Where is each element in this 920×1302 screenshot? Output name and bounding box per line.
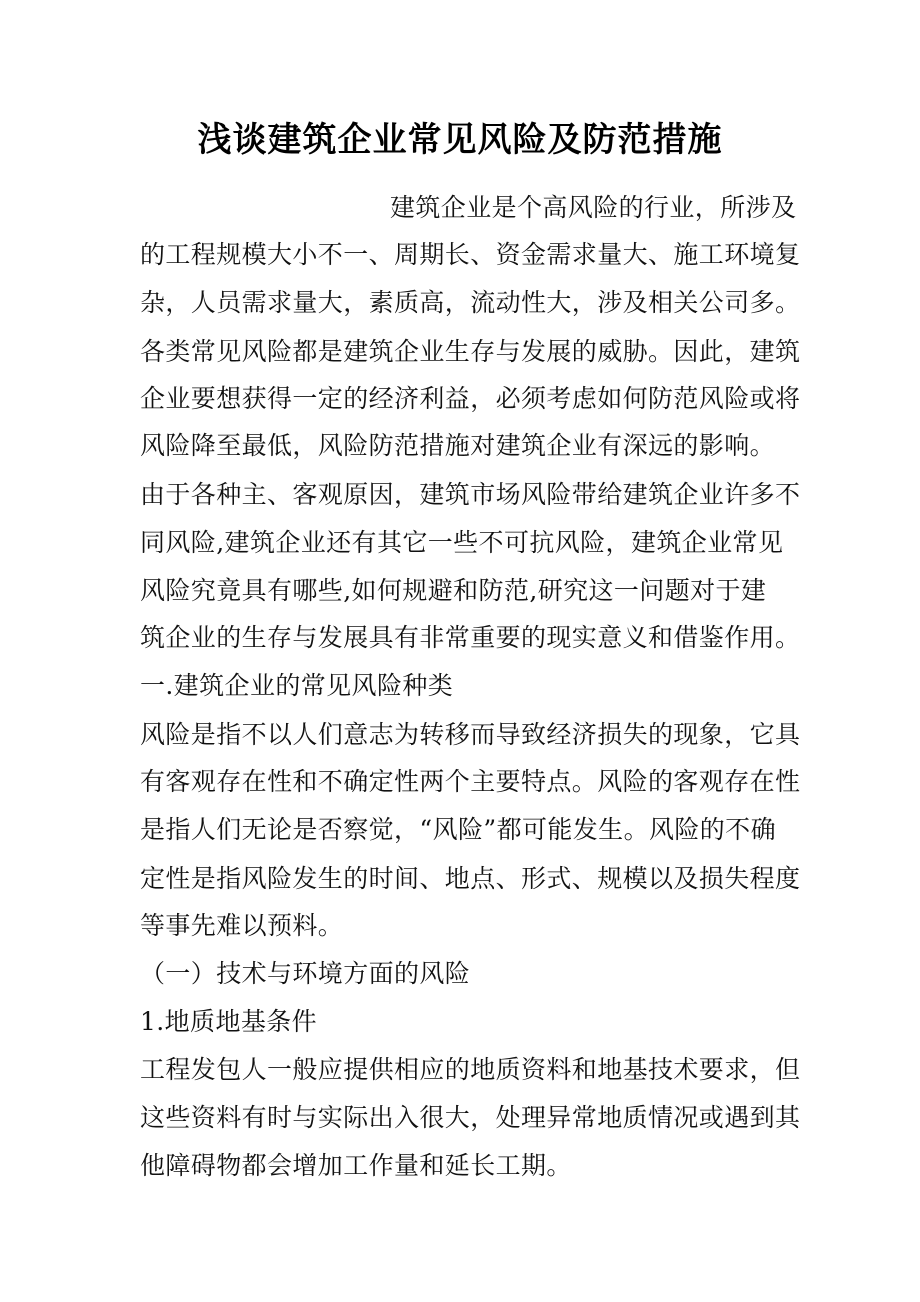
paragraph-line: 筑企业的生存与发展具有非常重要的现实意义和借鉴作用。 bbox=[140, 623, 801, 652]
paragraph-line: 是指人们无论是否察觉，“风险”都可能发生。风险的不确 bbox=[140, 815, 776, 844]
paragraph-line: 建筑企业是个高风险的行业，所涉及 bbox=[390, 193, 797, 222]
paragraph-line: 他障碍物都会增加工作量和延长工期。 bbox=[140, 1151, 572, 1180]
paragraph-line: 同风险,建筑企业还有其它一些不可抗风险，建筑企业常见 bbox=[140, 528, 784, 557]
paragraph-line: 各类常见风险都是建筑企业生存与发展的威胁。因此，建筑 bbox=[140, 337, 801, 366]
section-heading: 一.建筑企业的常见风险种类 bbox=[140, 671, 454, 700]
paragraph-line: 风险究竟具有哪些,如何规避和防范,研究这一问题对于建 bbox=[140, 576, 767, 605]
paragraph-line: 定性是指风险发生的时间、地点、形式、规模以及损失程度 bbox=[140, 864, 801, 893]
paragraph-line: 这些资料有时与实际出入很大，处理异常地质情况或遇到其 bbox=[140, 1103, 801, 1132]
paragraph-line: 的工程规模大小不一、周期长、资金需求量大、施工环境复 bbox=[140, 240, 801, 269]
subsection-heading: （一）技术与环境方面的风险 bbox=[140, 959, 471, 988]
paragraph-line: 风险降至最低，风险防范措施对建筑企业有深远的影响。 bbox=[140, 431, 776, 460]
paragraph-line: 有客观存在性和不确定性两个主要特点。风险的客观存在性 bbox=[140, 767, 801, 796]
paragraph-line: 等事先难以预料。 bbox=[140, 911, 344, 940]
paragraph-line: 由于各种主、客观原因，建筑市场风险带给建筑企业许多不 bbox=[140, 480, 801, 509]
paragraph-line: 杂，人员需求量大，素质高，流动性大，涉及相关公司多。 bbox=[140, 288, 801, 317]
paragraph-line: 风险是指不以人们意志为转移而导致经济损失的现象，它具 bbox=[140, 720, 801, 749]
paragraph-line: 企业要想获得一定的经济利益，必须考虑如何防范风险或将 bbox=[140, 384, 801, 413]
document-title: 浅谈建筑企业常见风险及防范措施 bbox=[197, 120, 723, 160]
paragraph-line: 工程发包人一般应提供相应的地质资料和地基技术要求，但 bbox=[140, 1055, 801, 1084]
subsection-heading: 1.地质地基条件 bbox=[140, 1007, 318, 1036]
